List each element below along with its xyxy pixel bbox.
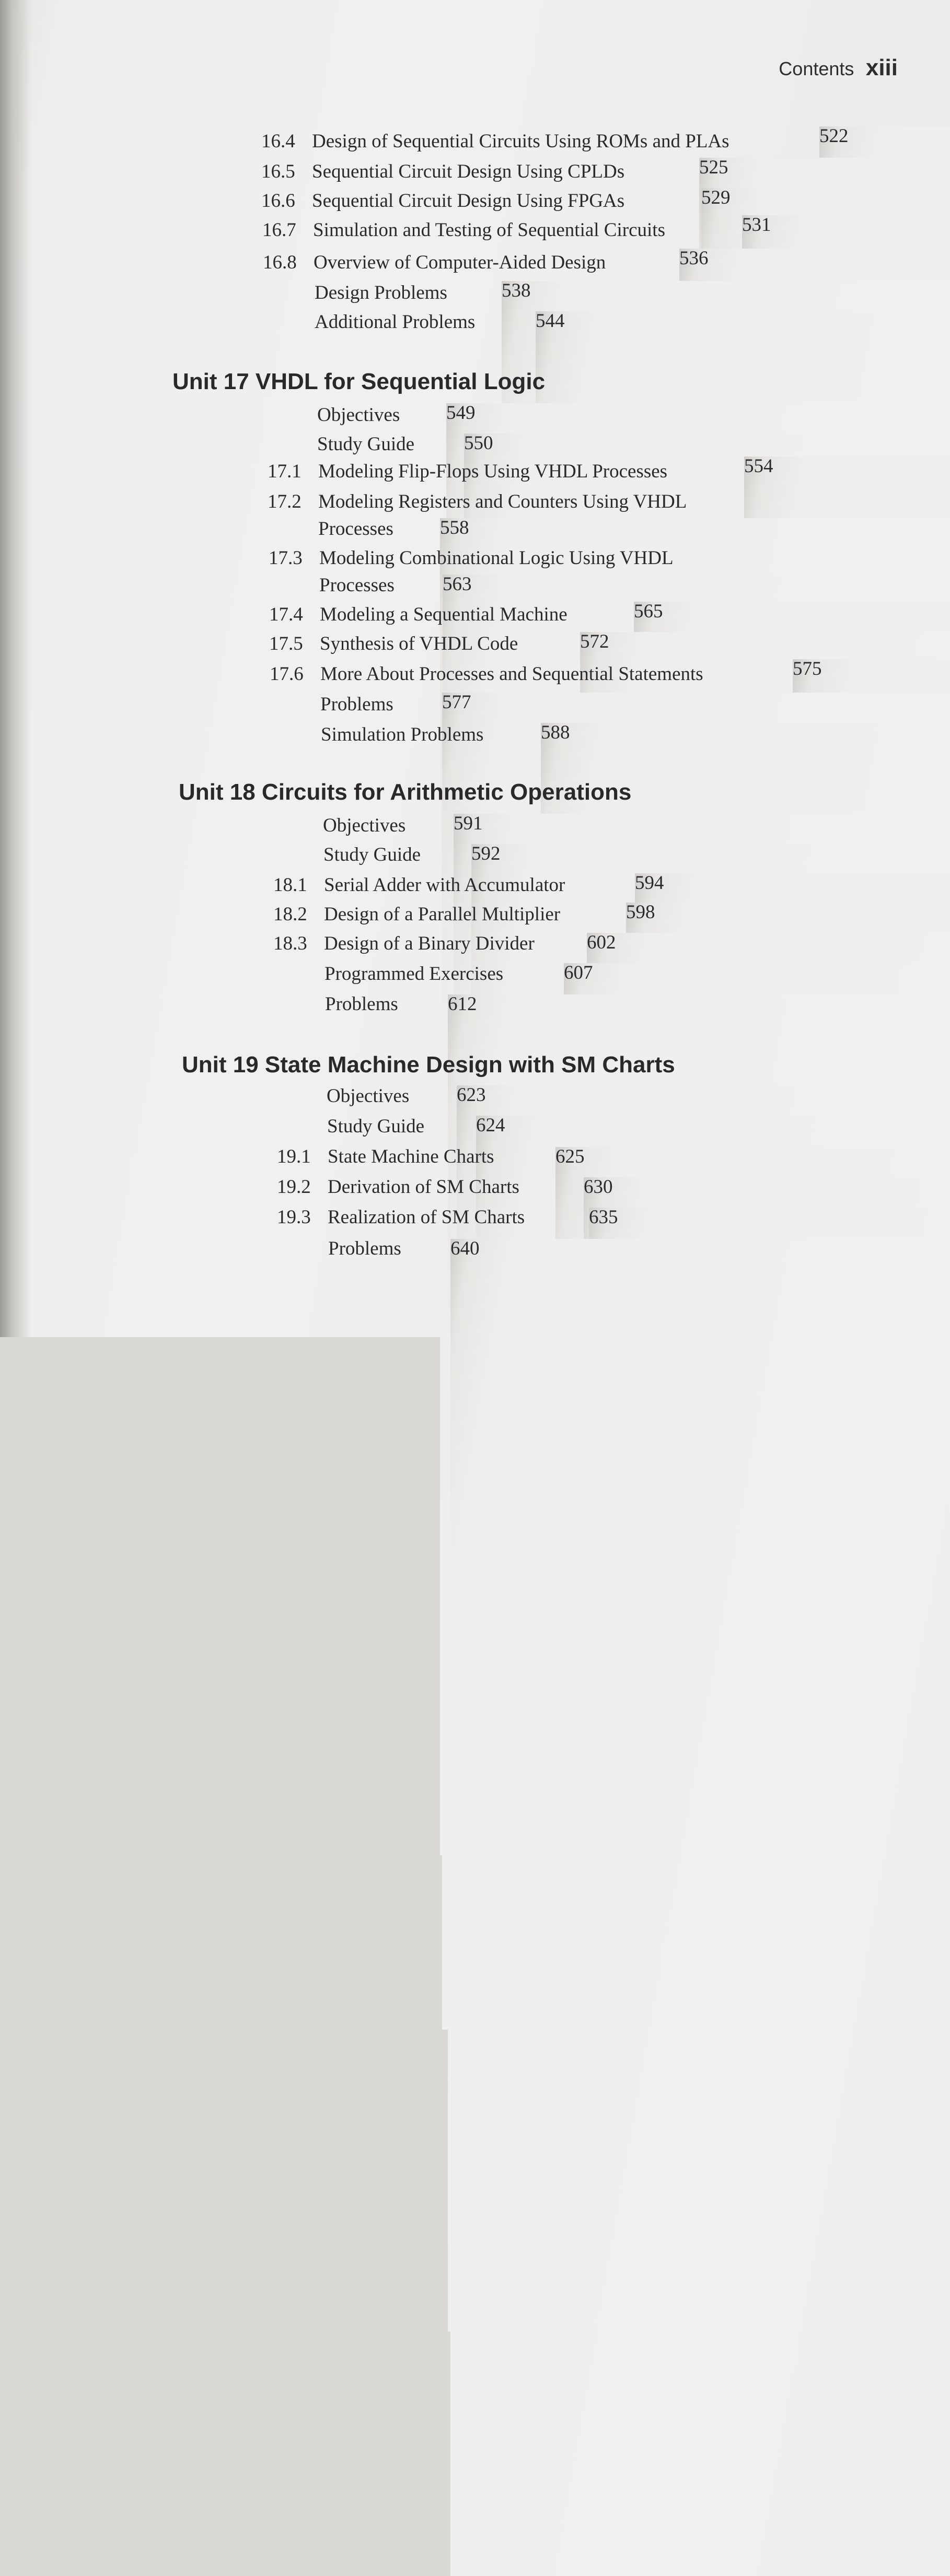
page-ref: 544 — [536, 311, 950, 1648]
section-title: Design Problems — [315, 282, 447, 303]
section-number: 18.2 — [273, 904, 307, 925]
page-ref: 565 — [634, 602, 950, 1939]
section-title: Serial Adder with Accumulator — [324, 874, 565, 896]
unit-17-heading: Unit 17 VHDL for Sequential Logic — [172, 369, 546, 394]
page-ref: 575 — [793, 659, 950, 1996]
page-ref: 635 — [589, 1208, 950, 2545]
section-title: Realization of SM Charts — [328, 1207, 525, 1228]
section-title: Synthesis of VHDL Code — [320, 633, 518, 654]
section-title: Modeling Flip-Flops Using VHDL Processes — [318, 461, 668, 482]
section-title: Problems — [325, 993, 398, 1015]
section-title: Modeling a Sequential Machine — [320, 604, 567, 625]
page-ref: 550 — [464, 434, 950, 1771]
section-title: Simulation Problems — [321, 724, 484, 745]
section-number: 19.2 — [277, 1176, 311, 1198]
page-ref: 563 — [443, 575, 950, 1912]
page-ref: 549 — [446, 403, 950, 1740]
section-number: 17.4 — [269, 604, 303, 625]
section-number: 16.7 — [262, 219, 296, 241]
section-number: 16.4 — [261, 131, 295, 152]
page-ref: 625 — [555, 1147, 950, 2484]
section-title: State Machine Charts — [328, 1146, 494, 1167]
section-title: Sequential Circuit Design Using CPLDs — [312, 161, 625, 182]
section-number: 17.6 — [270, 663, 304, 685]
unit-19-heading: Unit 19 State Machine Design with SM Charts — [182, 1052, 675, 1078]
section-number: 17.5 — [269, 633, 303, 654]
page-number: xiii — [865, 55, 898, 80]
unit-18-heading: Unit 18 Circuits for Arithmetic Operations — [179, 779, 632, 805]
section-title: Modeling Registers and Counters Using VHDL — [318, 491, 687, 512]
section-title: Design of a Binary Divider — [324, 933, 535, 954]
page-ref: 558 — [440, 518, 950, 1855]
section-number: 17.1 — [268, 461, 302, 482]
section-number: 18.3 — [273, 933, 307, 954]
page-ref: 640 — [450, 1239, 950, 2576]
page-ref: 529 — [701, 188, 950, 1525]
section-title: Processes — [318, 518, 393, 540]
page-ref: 591 — [454, 814, 950, 2151]
section-title: Objectives — [327, 1085, 410, 1107]
section-title: Programmed Exercises — [325, 963, 504, 985]
page-ref: 598 — [626, 903, 950, 2240]
page-ref: 612 — [448, 994, 950, 2332]
section-title: Derivation of SM Charts — [328, 1176, 519, 1198]
section-title: Simulation and Testing of Sequential Circuits — [313, 219, 665, 241]
section-number: 17.2 — [268, 491, 302, 512]
section-number: 16.8 — [263, 252, 297, 273]
running-header-label: Contents — [779, 58, 854, 79]
page-ref: 525 — [699, 158, 950, 1495]
page-ref: 594 — [635, 873, 950, 2210]
section-number: 19.1 — [277, 1146, 311, 1167]
page-ref: 522 — [819, 126, 950, 1463]
section-number: 17.3 — [269, 547, 303, 569]
section-title: Sequential Circuit Design Using FPGAs — [312, 190, 625, 212]
section-number: 19.3 — [277, 1207, 311, 1228]
section-title: Objectives — [317, 404, 400, 426]
page-ref: 592 — [471, 844, 950, 2181]
section-title: Design of a Parallel Multiplier — [324, 904, 561, 925]
page-ref: 554 — [744, 456, 950, 1794]
page-ref: 577 — [442, 693, 950, 2030]
page-ref: 538 — [502, 281, 950, 1618]
page-ref: 531 — [742, 215, 950, 1552]
page-ref: 536 — [679, 249, 950, 1586]
page-ref: 624 — [476, 1116, 950, 2453]
section-number: 18.1 — [273, 874, 307, 896]
section-title: Problems — [320, 694, 393, 715]
section-title: Study Guide — [327, 1116, 425, 1137]
page-ref: 630 — [584, 1177, 950, 2514]
section-number: 16.5 — [261, 161, 295, 182]
section-title: Problems — [328, 1238, 401, 1259]
section-title: More About Processes and Sequential Statements — [320, 663, 703, 685]
page-ref: 572 — [580, 632, 950, 1969]
section-title: Processes — [319, 575, 395, 596]
section-number: 16.6 — [261, 190, 295, 212]
page-ref: 623 — [457, 1085, 950, 2422]
section-title: Study Guide — [323, 844, 421, 865]
section-title: Objectives — [323, 815, 406, 836]
section-title: Modeling Combinational Logic Using VHDL — [319, 547, 674, 569]
page-ref: 602 — [587, 933, 950, 2270]
section-title: Study Guide — [317, 434, 415, 455]
page-ref: 588 — [541, 723, 950, 2060]
section-title: Design of Sequential Circuits Using ROMs and PLAs — [312, 131, 729, 152]
page-ref: 607 — [564, 963, 950, 2300]
section-title: Additional Problems — [315, 311, 476, 333]
section-title: Overview of Computer-Aided Design — [314, 252, 606, 273]
